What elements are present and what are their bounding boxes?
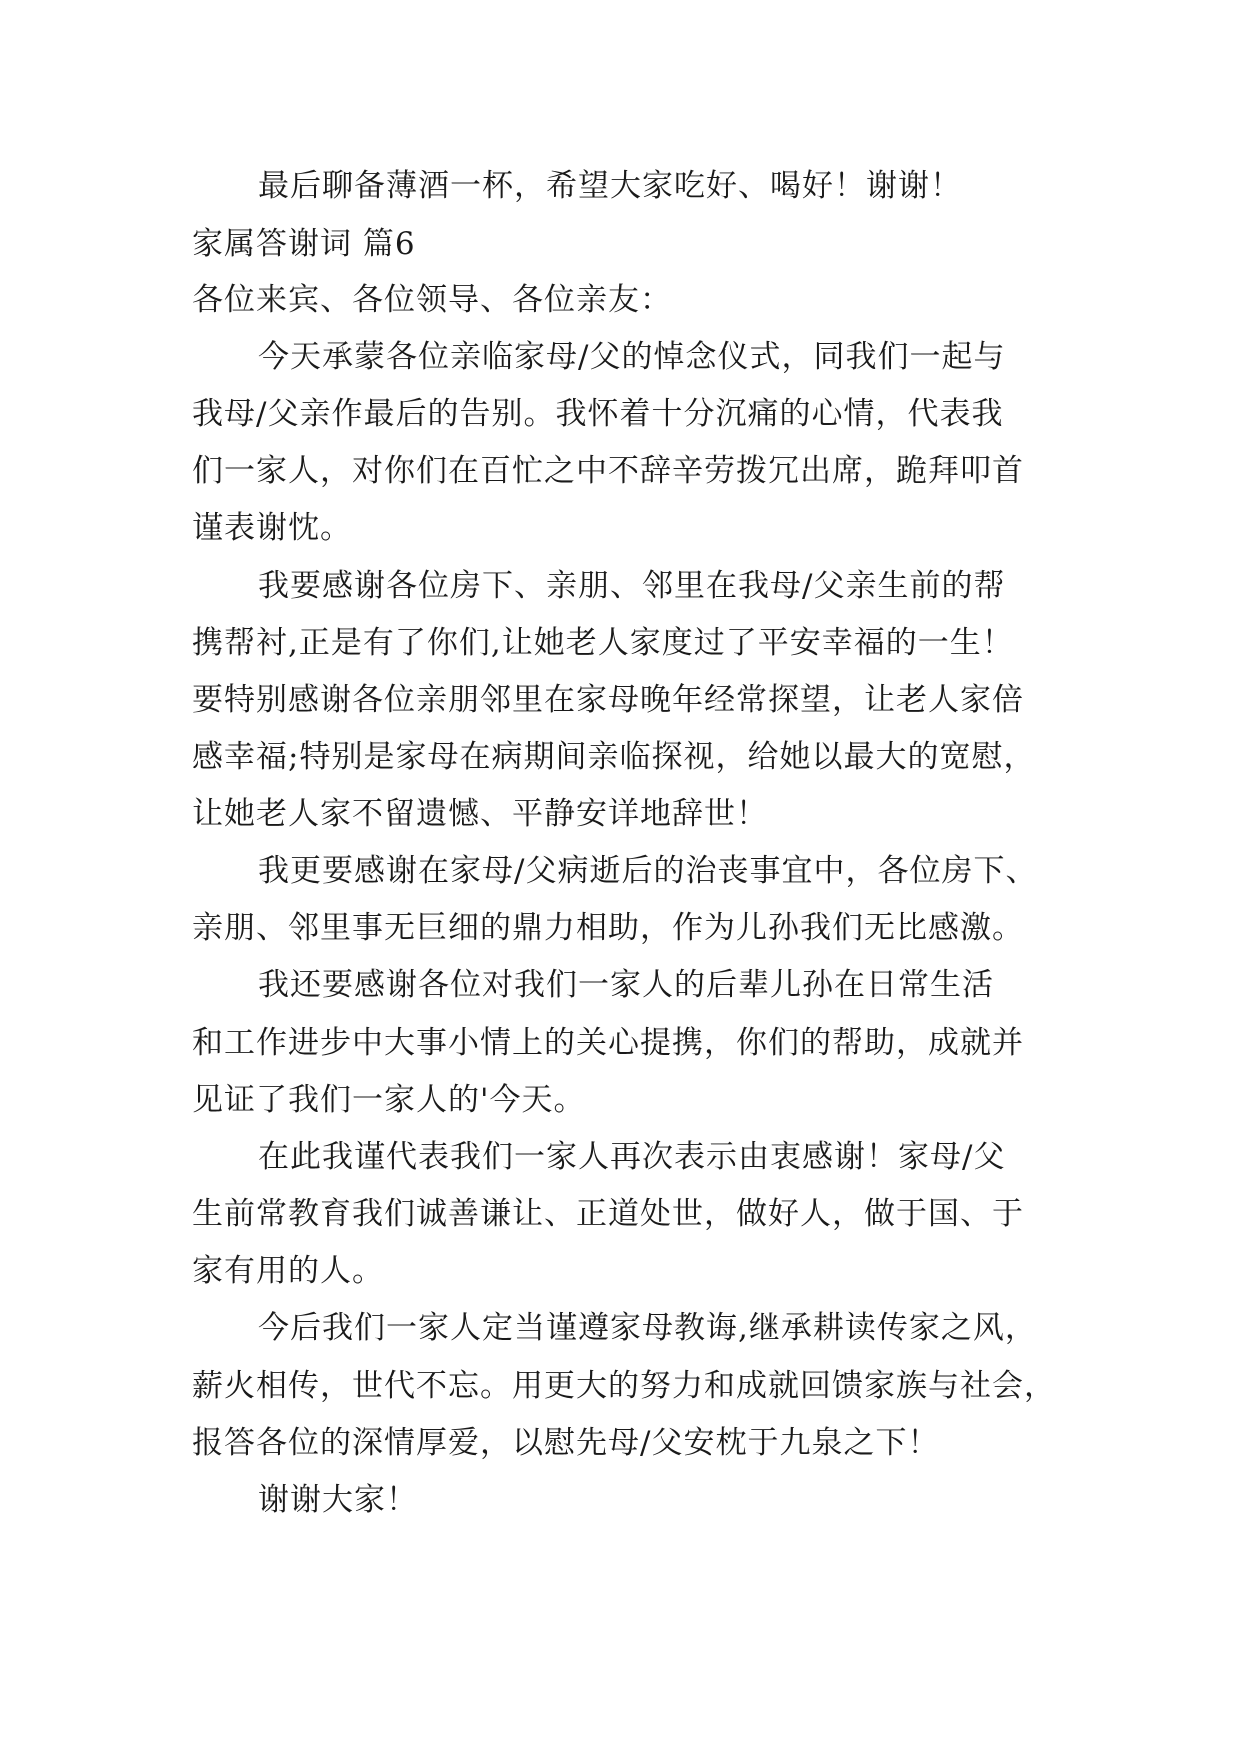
paragraph-line: 我更要感谢在家母/父病逝后的治丧事宜中，各位房下、 <box>258 853 1038 889</box>
paragraph-line: 谨表谢忱。 <box>192 510 352 546</box>
paragraph-line: 感幸福;特别是家母在病期间亲临探视，给她以最大的宽慰， <box>192 739 1036 775</box>
salutation: 各位来宾、各位领导、各位亲友： <box>192 282 672 318</box>
section-heading: 家属答谢词 篇6 <box>192 226 416 262</box>
paragraph-line: 薪火相传，世代不忘。用更大的努力和成就回馈家族与社会， <box>192 1368 1056 1404</box>
paragraph-line: 让她老人家不留遗憾、平静安详地辞世！ <box>192 796 768 832</box>
paragraph-line: 生前常教育我们诚善谦让、正道处世，做好人，做于国、于 <box>192 1196 1024 1232</box>
paragraph-line: 我母/父亲作最后的告别。我怀着十分沉痛的心情，代表我 <box>192 396 1004 432</box>
paragraph-line: 亲朋、邻里事无巨细的鼎力相助，作为儿孙我们无比感激。 <box>192 910 1024 946</box>
paragraph-line: 和工作进步中大事小情上的关心提携，你们的帮助，成就并 <box>192 1025 1024 1061</box>
paragraph-line: 我还要感谢各位对我们一家人的后辈儿孙在日常生活 <box>258 967 994 1003</box>
paragraph-line: 携帮衬,正是有了你们,让她老人家度过了平安幸福的一生！ <box>192 625 1014 661</box>
paragraph-line: 见证了我们一家人的'今天。 <box>192 1082 586 1118</box>
paragraph-line: 要特别感谢各位亲朋邻里在家母晚年经常探望，让老人家倍 <box>192 682 1024 718</box>
paragraph-line: 今后我们一家人定当谨遵家母教诲,继承耕读传家之风， <box>258 1310 1037 1346</box>
paragraph-line: 我要感谢各位房下、亲朋、邻里在我母/父亲生前的帮 <box>258 568 1006 604</box>
paragraph-line: 在此我谨代表我们一家人再次表示由衷感谢！家母/父 <box>258 1139 1006 1175</box>
closing-thanks: 谢谢大家！ <box>258 1482 418 1518</box>
paragraph-line: 家有用的人。 <box>192 1253 384 1289</box>
paragraph-line: 今天承蒙各位亲临家母/父的悼念仪式，同我们一起与 <box>258 339 1006 375</box>
paragraph-line: 们一家人，对你们在百忙之中不辞辛劳拨冗出席，跪拜叩首 <box>192 453 1024 489</box>
paragraph-line: 报答各位的深情厚爱，以慰先母/父安枕于九泉之下！ <box>192 1425 940 1461</box>
closing-line: 最后聊备薄酒一杯，希望大家吃好、喝好！谢谢！ <box>258 168 962 204</box>
